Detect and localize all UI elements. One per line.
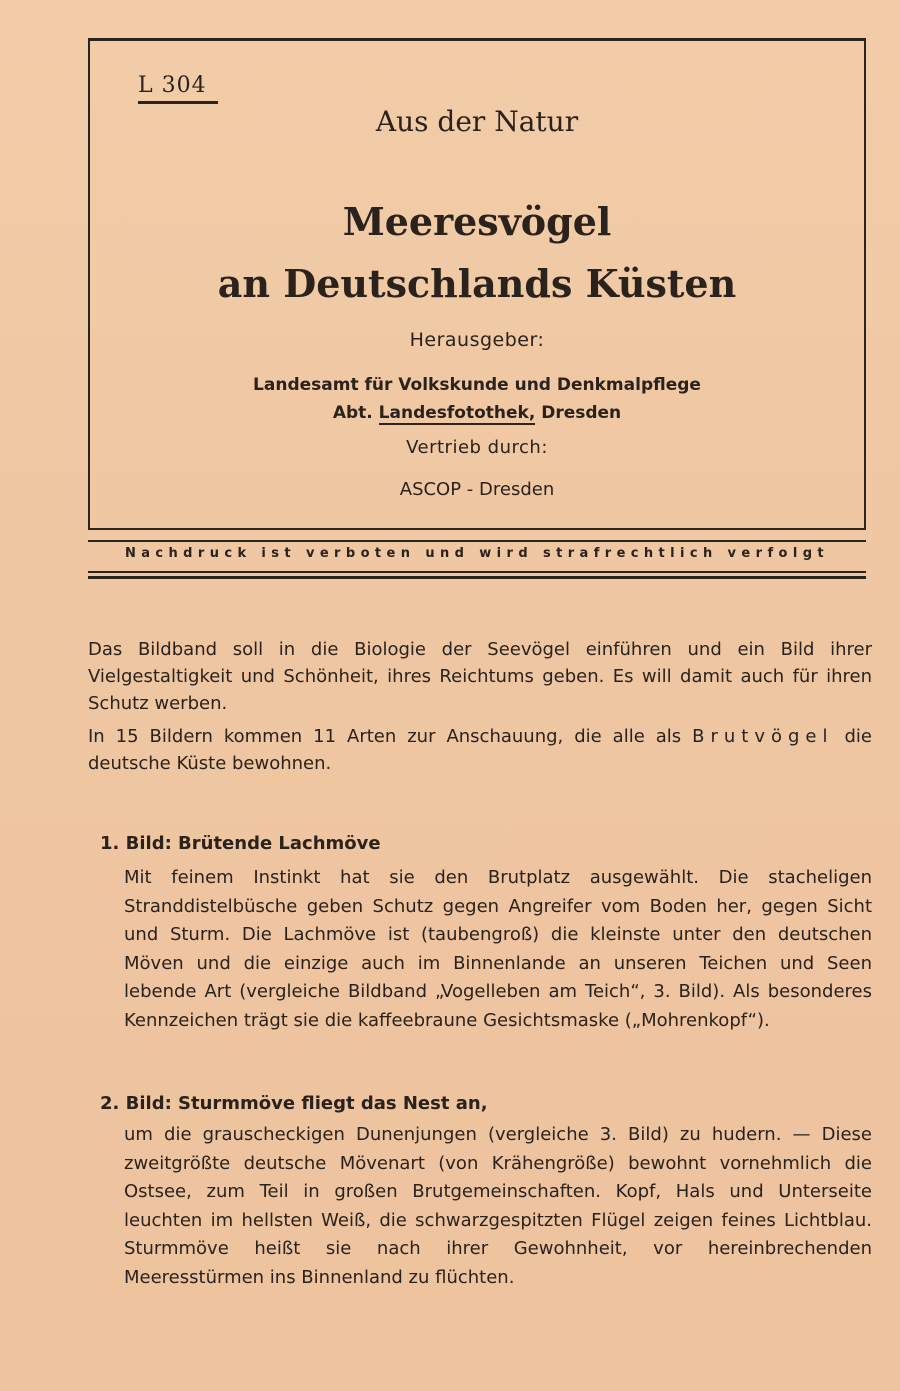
item-1-heading: 1. Bild: Brütende Lachmöve <box>100 833 381 854</box>
catalog-code: L 304 <box>138 73 207 98</box>
series-title: Aus der Natur <box>375 105 579 138</box>
distributor-name: ASCOP - Dresden <box>399 479 555 500</box>
editor-line-2 <box>90 399 864 427</box>
item-2-heading: 2. Bild: Sturmmöve fliegt das Nest an, <box>100 1093 488 1114</box>
distribution-label: Vertrieb durch: <box>406 437 548 458</box>
intro-paragraph-1: Das Bildband soll in die Biologie der Seevögel einführen und ein Bild ihrer Vielgestaltigkeit und Schönheit, ihres Reichtums geben. Es will damit auch für ihren Schutz werben. <box>88 639 872 714</box>
editor-label: Herausgeber: <box>409 329 545 351</box>
editor-line-2-suffix: Dresden <box>535 403 622 423</box>
item-1-text: Mit feinem Instinkt hat sie den Brutplatz ausgewählt. Die stacheligen Stranddistelbüsche geben Schutz gegen Angreifer vom Boden her, gegen Sicht und Sturm. Die Lachmöve ist (taubengroß) die kleinste unter den deutschen Möven und die einzige auch im Binnenlande an unseren Teichen und Seen lebende Art (vergleiche Bildband „Vogelleben am Teich“, 3. Bild). Als besonderes Kennzeichen trägt sie die kaffeebraune Gesichtsmaske („Mohrenkopf“). <box>124 867 872 1031</box>
intro-paragraph-2-start: In 15 Bildern kommen 11 Arten zur Anschauung, die alle als <box>88 726 693 747</box>
copyright-notice: Nachdruck ist verboten und wird strafrechtlich verfolgt <box>124 546 830 561</box>
main-title <box>90 191 864 315</box>
editor-line-2-prefix: Abt. <box>332 403 379 423</box>
intro-paragraph-2-end: die deutsche Küste bewohnen. <box>88 726 872 774</box>
title-frame <box>88 38 866 530</box>
divider-double-1 <box>88 571 866 573</box>
title-line-2: an Deutschlands Küsten <box>217 261 737 306</box>
intro-emphasis: Brutvögel <box>692 726 834 747</box>
editor-name <box>90 371 864 427</box>
editor-line-1: Landesamt für Volkskunde und Denkmalpflege <box>253 375 701 395</box>
editor-line-2-underlined: Landesfotothek, <box>378 403 536 423</box>
divider-top <box>88 540 866 542</box>
title-line-1: Meeresvögel <box>342 199 612 244</box>
divider-double-2 <box>88 576 866 579</box>
intro-paragraph-2 <box>88 723 872 777</box>
item-2-text: um die grauscheckigen Dunenjungen (vergleiche 3. Bild) zu hudern. — Diese zweitgrößte deutsche Mövenart (von Krähengröße) bewohnt vornehmlich die Ostsee, zum Teil in großen Brutgemeinschaften. Kopf, Hals und Unterseite leuchten im hellsten Weiß, die schwarzgespitzten Flügel zeigen feines Lichtblau. Sturmmöve heißt sie nach ihrer Gewohnheit, vor hereinbrechenden Meeresstürmen ins Binnenland zu flüchten. <box>124 1124 872 1288</box>
catalog-code-underline <box>138 101 218 104</box>
intro-text <box>88 636 872 783</box>
